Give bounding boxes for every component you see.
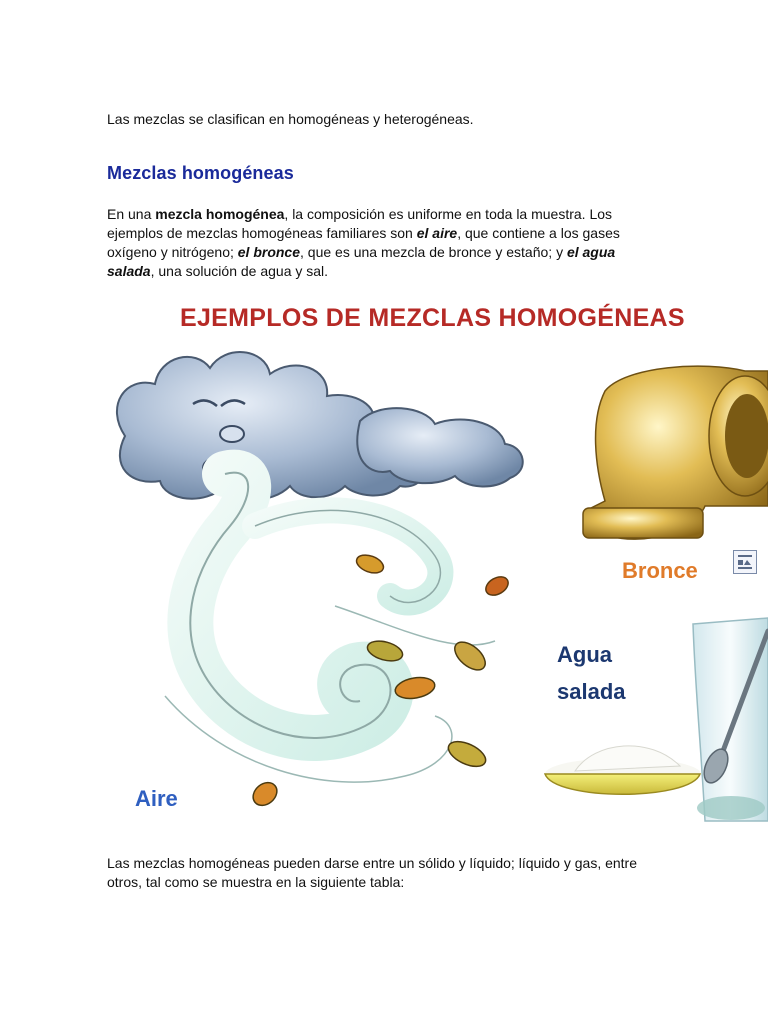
label-salada: salada [557, 679, 626, 704]
label-bronce: Bronce [622, 558, 698, 583]
body-text-5: , una solución de agua y sal. [150, 263, 329, 279]
term-el-bronce: el bronce [237, 244, 301, 260]
layout-options-icon[interactable] [733, 550, 757, 574]
label-agua-salada [557, 636, 626, 710]
closing-paragraph: Las mezclas homogéneas pueden darse entre un sólido y líquido; líquido y gas, entre otros, tal como se muestra en la siguiente tabla: [107, 855, 638, 890]
section-heading: Mezclas homogéneas [107, 163, 294, 183]
wind-illustration [165, 473, 495, 782]
body-paragraph [107, 205, 647, 281]
label-aire: Aire [135, 786, 178, 811]
examples-figure [105, 296, 768, 840]
layout-options-glyph [734, 551, 756, 573]
figure-title: EJEMPLOS DE MEZCLAS HOMOGÉNEAS [180, 304, 685, 332]
brass-elbow-fitting [583, 366, 768, 539]
cloud-illustration [117, 352, 523, 499]
term-mezcla-homogenea: mezcla homogénea [155, 206, 285, 222]
body-text-2: , la composición es uniforme en toda la muestra. Los ejemplos de mezclas homogéneas familiares son [107, 206, 613, 241]
salt-bowl [545, 746, 701, 794]
water-glass [693, 618, 768, 821]
term-el-aire: el aire [416, 225, 458, 241]
term-el-agua-salada: el agua salada [107, 244, 616, 279]
body-text-1: En una [107, 206, 156, 222]
label-agua: Agua [557, 642, 612, 667]
body-text-3: , que contiene a los gases oxígeno y nitrógeno; [107, 225, 620, 260]
body-text-4: , que es una mezcla de bronce y estaño; y [300, 244, 567, 260]
intro-paragraph: Las mezclas se clasifican en homogéneas y heterogéneas. [107, 111, 474, 127]
